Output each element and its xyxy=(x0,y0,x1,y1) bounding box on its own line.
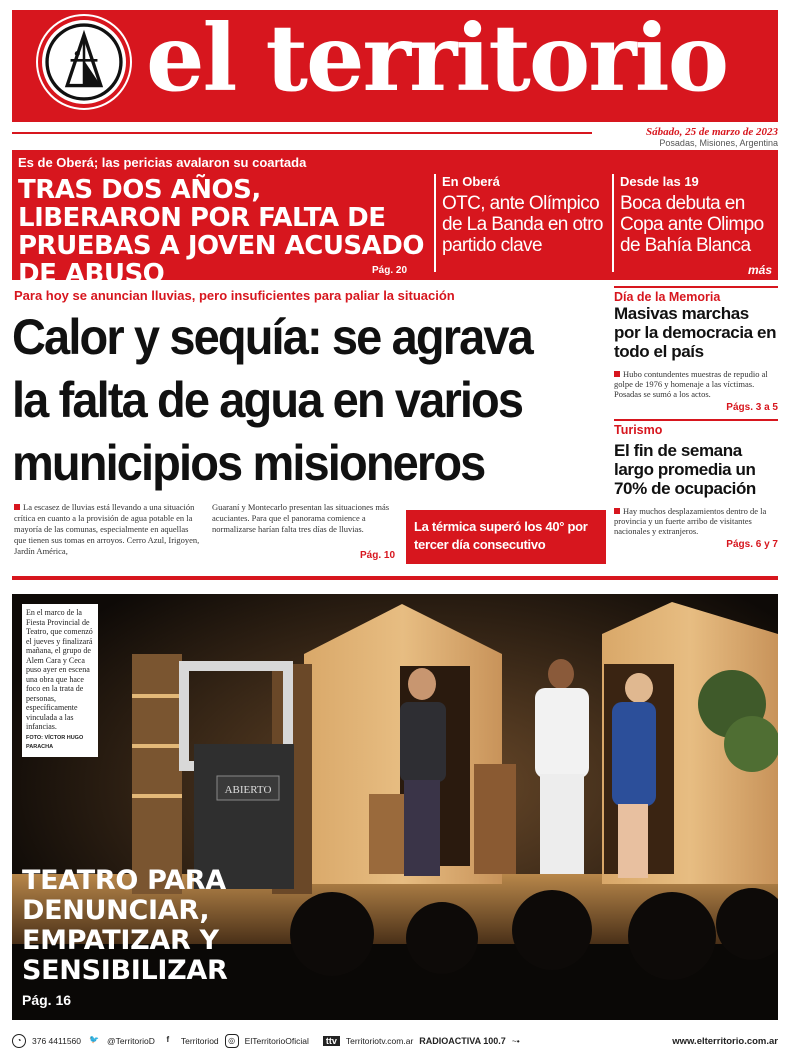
logo-emblem xyxy=(38,16,130,108)
band-item-text: OTC, ante Olímpico de La Banda en otro partido clave xyxy=(442,193,603,256)
footer-facebook[interactable]: Territoriod xyxy=(180,1036,219,1046)
lead-body-text: Guaraní y Montecarlo presentan las situaciones más acuciantes. Para que el panorama comience a normalizarse harían falta tres días de lluvias. xyxy=(212,502,390,534)
footer-radio[interactable]: RADIOACTIVA 100.7 xyxy=(419,1036,506,1046)
top-story-page: Pág. 20 xyxy=(372,265,408,276)
side-story-kicker: Día de la Memoria xyxy=(614,290,721,304)
top-story-headline[interactable]: TRAS DOS AÑOS, LIBERARON POR FALTA DE PRUEBAS A JOVEN ACUSADO DE ABUSO xyxy=(18,175,424,289)
footer-website[interactable]: www.elterritorio.com.ar xyxy=(672,1035,778,1047)
footer-ttv-site[interactable]: Territoriotv.com.ar xyxy=(345,1036,414,1046)
side-story-headline: Masivas marchas por la democracia en todo el país xyxy=(614,304,777,361)
side-story-body-text: Hay muchos desplazamientos dentro de la provincia y un fuerte arribo de visitantes nacionales y extranjeros. xyxy=(614,506,767,536)
date-rule xyxy=(12,132,592,134)
lead-kicker: Para hoy se anuncian lluvias, pero insuficientes para paliar la situación xyxy=(14,288,455,303)
radio-wave-icon: ~• xyxy=(511,1036,520,1046)
dateline xyxy=(646,126,778,148)
side-story-kicker: Turismo xyxy=(614,423,663,437)
section-rule xyxy=(12,576,778,580)
photo-credit: FOTO: VÍCTOR HUGO PARACHA xyxy=(26,734,84,750)
footer-twitter[interactable]: @TerritorioD xyxy=(107,1036,155,1046)
lead-headline[interactable] xyxy=(12,306,572,495)
side-rule xyxy=(614,286,778,288)
top-band xyxy=(12,150,778,289)
side-story-body-text: Hubo contundentes muestras de repudio al golpe de 1976 y homenaje a las víctimas. Posadas se sumó a los actos. xyxy=(614,369,768,399)
logo-face-icon xyxy=(42,20,126,104)
band-item-text: Boca debuta en Copa ante Olimpo de Bahía Blanca xyxy=(620,193,764,256)
lead-headline-line: Calor y sequía: se agrava xyxy=(12,309,532,365)
side-story[interactable] xyxy=(614,286,778,413)
side-story-page: Págs. 6 y 7 xyxy=(726,539,778,550)
photo-page: Pág. 16 xyxy=(22,992,72,1008)
lead-headline-line: municipios misioneros xyxy=(12,435,485,491)
band-item-kicker: Desde las 19 xyxy=(620,174,699,189)
band-item-boca[interactable] xyxy=(612,174,778,272)
footer-instagram[interactable]: ElTerritorioOficial xyxy=(244,1036,309,1046)
side-rule xyxy=(614,419,778,421)
top-story-kicker: Es de Oberá; las pericias avalaron su coartada xyxy=(18,155,307,170)
side-story-headline: El fin de semana largo promedia un 70% de ocupación xyxy=(614,441,756,498)
instagram-icon: ◎ xyxy=(225,1034,239,1048)
bullet-square-icon xyxy=(614,508,620,514)
heat-highlight-box[interactable]: La térmica superó los 40° por tercer día consecutivo xyxy=(406,510,606,564)
ttv-badge: ttv xyxy=(323,1036,340,1046)
lead-page: Pág. 10 xyxy=(360,550,396,561)
band-item-kicker: En Oberá xyxy=(442,174,500,189)
photo-caption-text: En el marco de la Fiesta Provincial de Teatro, que comenzó el jueves y finalizará mañana, el grupo de Alem Cara y Ceca puso ayer en escena una obra que hace foco en la trata de personas, específicamente vinculada a las infancias. xyxy=(26,608,93,731)
photo-headline[interactable]: TEATRO PARA DENUNCIAR, EMPATIZAR Y SENSIBILIZAR xyxy=(22,865,228,986)
bullet-square-icon xyxy=(14,504,20,510)
footer-whatsapp[interactable]: 376 4411560 xyxy=(32,1036,82,1046)
edition-date: Sábado, 25 de marzo de 2023 xyxy=(646,126,778,138)
edition-place: Posadas, Misiones, Argentina xyxy=(659,138,778,148)
side-story[interactable] xyxy=(614,419,778,550)
side-story-page: Págs. 3 a 5 xyxy=(726,402,778,413)
footer xyxy=(12,1030,778,1052)
bullet-square-icon xyxy=(614,371,620,377)
band-item-oberá[interactable] xyxy=(434,174,610,272)
facebook-icon: f xyxy=(166,1035,170,1044)
lead-body-text: La escasez de lluvias está llevando a una situación crítica en cuanto a la provisión de agua potable en la mayoría de las comunas, especialmente en aquellas que tienen sus tomas en arroyos. Cerro Azul, Irigoyen, Jardín América, xyxy=(14,502,200,556)
right-column xyxy=(614,286,778,550)
lead-headline-line: la falta de agua en varios xyxy=(12,372,523,428)
masthead-title: el territorio xyxy=(146,4,728,112)
photo-caption xyxy=(22,604,98,757)
twitter-icon: 🐦 xyxy=(89,1035,99,1044)
lead-body-column xyxy=(212,502,398,535)
mas-brand-logo: más xyxy=(747,263,772,277)
abierto-sign: ABIERTO xyxy=(224,784,272,796)
side-story-body xyxy=(614,369,778,399)
side-story-body xyxy=(614,506,778,536)
masthead xyxy=(12,4,778,122)
lead-body-column xyxy=(14,502,200,557)
whatsapp-icon: ◔ xyxy=(12,1034,26,1048)
